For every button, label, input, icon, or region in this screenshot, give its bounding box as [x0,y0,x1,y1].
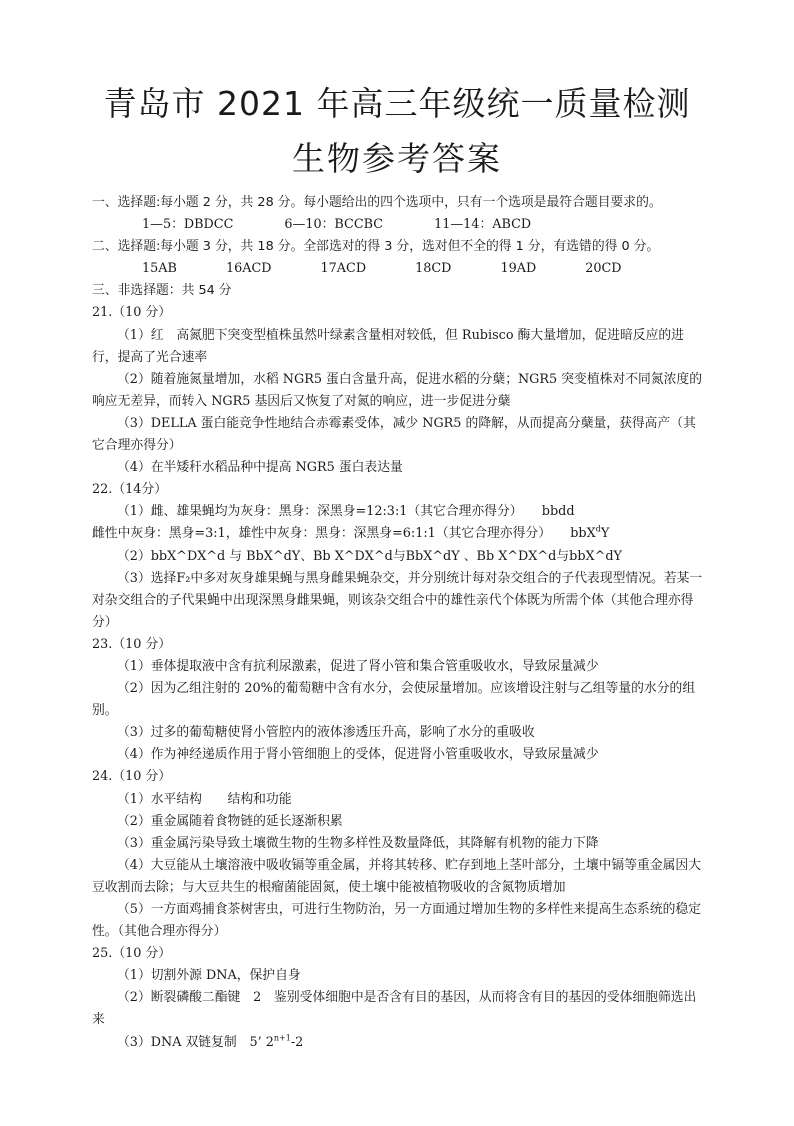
answer-group: 17ACD [320,261,367,277]
q24-header: 24.（10 分） [92,769,172,785]
answer-group: 16ACD [225,261,272,277]
section2-answers [92,258,708,280]
q21-header: 21.（10 分） [92,305,172,321]
q25-answer-1: （1）切割外源 DNA，保护自身 [117,968,301,984]
q23-answer-1: （1）垂体提取液中含有抗利尿激素，促进了肾小管和集合管重吸收水，导致尿量减少 [117,658,599,674]
q24-answer-1: （1）水平结构 结构和功能 [117,791,292,807]
q22-answer-1b-tail: Y [600,526,610,542]
q22-answer-1b [92,523,708,545]
answer-group: 6—10：BCCBC [284,217,384,233]
section2-heading: 二、选择题:每小题 3 分，共 18 分。全部选对的得 3 分，选对但不全的得 1 分，有选错的得 0 分。 [92,239,660,255]
answer-content [92,192,708,1054]
section3-heading: 三、非选择题：共 54 分 [92,283,232,299]
q22-answer-1: （1）雌、雄果蝇均为灰身：黑身：深黑身=12:3:1（其它合理亦得分） bbdd [117,504,575,520]
q25-answer-3-text: （3）DNA 双链复制 5’ 2 [117,1034,274,1050]
q25-answer-3 [92,1032,708,1054]
q21-answer-3: （3）DELLA 蛋白能竞争性地结合赤霉素受体，减少 NGR5 的降解，从而提高分蘖量，获得高产（其它合理亦得分） [92,415,696,454]
q23-answer-4: （4）作为神经递质作用于肾小管细胞上的受体，促进肾小管重吸收水，导致尿量减少 [117,747,599,763]
q22-answer-3: （3）选择F₂中多对灰身雄果蝇与黑身雌果蝇杂交，并分别统计每对杂交组合的子代表现型情况。若某一对杂交组合的子代果蝇中出现深黑身雌果蝇，则该杂交组合中的雄性亲代个体既为所需个体（其他合理亦得分） [92,570,703,630]
q21-answer-2: （2）随着施氮量增加，水稻 NGR5 蛋白含量升高，促进水稻的分蘖；NGR5 突变植株对不同氮浓度的响应无差异，而转入 NGR5 基因后又恢复了对氮的响应，进一步促进分蘖 [92,371,703,409]
q24-answer-5: （5）一方面鸡捕食茶树害虫，可进行生物防治，另一方面通过增加生物的多样性来提高生态系统的稳定性。（其他合理亦得分） [92,902,702,940]
document-subtitle: 生物参考答案 [292,139,502,178]
document-title: 青岛市 2021 年高三年级统一质量检测 [103,84,691,123]
answer-group: 18CD [415,261,452,277]
answer-group: 15AB [142,261,177,277]
q24-answer-2: （2）重金属随着食物链的延长逐渐积累 [117,813,343,829]
q23-answer-2: （2）因为乙组注射的 20%的葡萄糖中含有水分，会使尿量增加。应该增设注射与乙组等量的水分的组别。 [92,681,696,719]
q25-answer-3-tail: -2 [290,1034,304,1050]
q22-answer-1b-text: 雌性中灰身：黑身=3:1，雄性中灰身：黑身：深黑身=6:1:1（其它合理亦得分） bbX [92,526,596,542]
q24-answer-3: （3）重金属污染导致土壤微生物的生物多样性及数量降低，其降解有机物的能力下降 [117,835,599,851]
answer-group: 20CD [585,261,622,277]
q22-header: 22.（14分） [92,482,168,498]
answer-group: 11—14：ABCD [434,217,532,233]
q22-answer-2: （2）bbX^DX^d 与 BbX^dY、Bb X^DX^d与BbX^dY 、Bb X^DX^d与bbX^dY [117,548,622,564]
q23-header: 23.（10 分） [92,636,172,652]
superscript: d [595,525,601,535]
q25-answer-2: （2）断裂磷酸二酯键 2 鉴别受体细胞中是否含有目的基因，从而将含有目的基因的受体细胞筛选出来 [92,990,697,1028]
section1-answers [92,214,708,236]
superscript: n+1 [273,1033,291,1043]
q24-answer-4: （4）大豆能从土壤溶液中吸收镉等重金属，并将其转移、贮存到地上茎叶部分，土壤中镉等重金属因大豆收割而去除；与大豆共生的根瘤菌能固氮，使土壤中能被植物吸收的含氮物质增加 [92,857,702,895]
q21-answer-1: （1）红 高氮肥下突变型植株虽然叶绿素含量相对较低，但 Rubisco 酶大量增加，促进暗反应的进行，提高了光合速率 [92,327,684,365]
q25-header: 25.（10 分） [92,946,172,962]
section1-heading: 一、选择题:每小题 2 分，共 28 分。每小题给出的四个选项中，只有一个选项是最符合题目要求的。 [92,195,662,210]
answer-group: 1—5：DBDCC [142,217,234,233]
q23-answer-3: （3）过多的葡萄糖使肾小管腔内的液体渗透压升高，影响了水分的重吸收 [117,725,535,741]
answer-group: 19AD [500,261,537,277]
q21-answer-4: （4）在半矮秆水稻品种中提高 NGR5 蛋白表达量 [117,460,403,476]
